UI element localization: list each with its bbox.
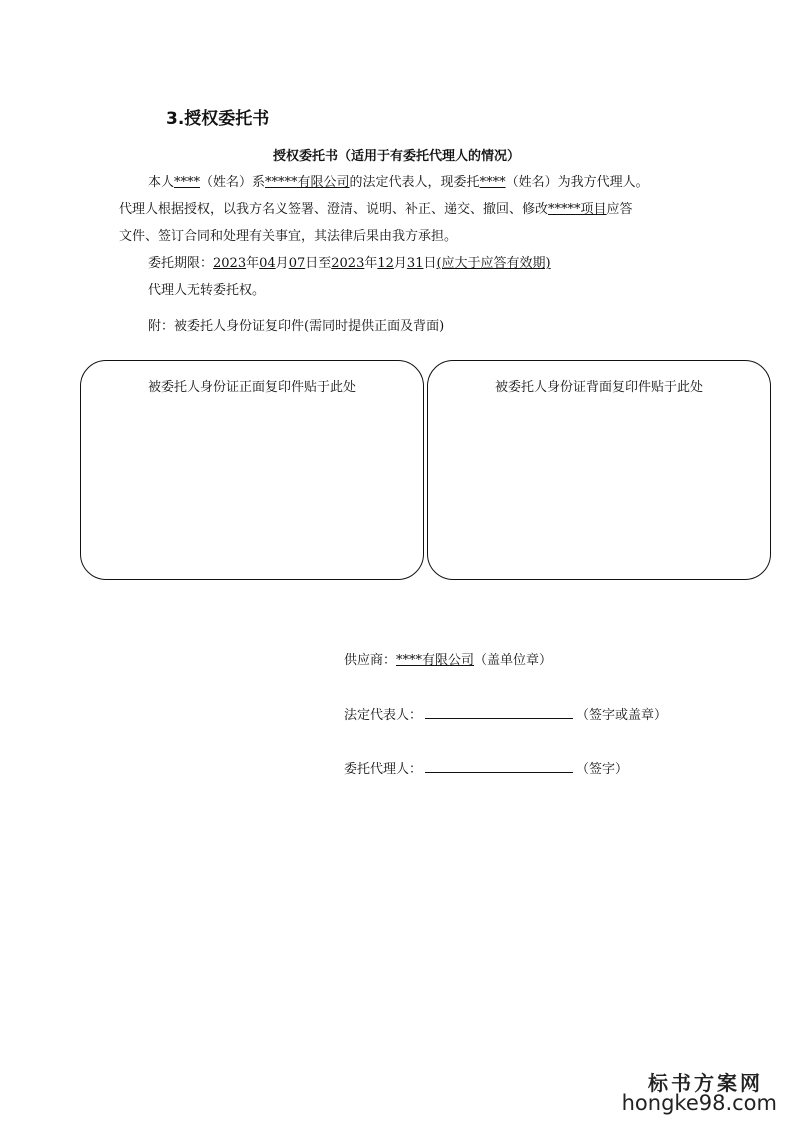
legal-rep-signature-line (425, 705, 573, 719)
supplier-seal-note: （盖单位章） (474, 653, 553, 668)
principal-name: **** (174, 175, 201, 190)
end-day: 31 (406, 256, 424, 271)
text: 代理人根据授权，以我方名义签署、澄清、说明、补正、递交、撤回、修改 (119, 202, 549, 217)
text: 年 (364, 256, 378, 271)
agent-sign-note: （签字） (576, 762, 629, 777)
paragraph-consequence: 文件、签订合同和处理有关事宜，其法律后果由我方承担。 (119, 229, 458, 244)
paragraph-authority (119, 198, 633, 217)
start-year: 2023 (213, 256, 247, 271)
watermark-logo-cn: 标书方案网 (648, 1071, 763, 1095)
start-day: 07 (288, 256, 306, 271)
start-month: 04 (259, 256, 276, 271)
id-front-label: 被委托人身份证正面复印件贴于此处 (147, 380, 356, 395)
text: 日 (423, 256, 437, 271)
text: 的法定代表人，现委托 (349, 175, 480, 190)
agent-name: **** (479, 175, 506, 190)
agent-sign-line (344, 758, 628, 777)
text: 应答 (606, 202, 633, 217)
document-title: 授权委托书（适用于有委托代理人的情况） (272, 149, 520, 164)
id-back-box (427, 360, 771, 580)
period-label: 委托期限： (148, 256, 214, 271)
section-title: 3.授权委托书 (166, 109, 270, 129)
attachment-note: 附：被委托人身份证复印件(需同时提供正面及背面) (148, 319, 445, 334)
no-sub-delegation: 代理人无转委托权。 (148, 283, 266, 298)
supplier-label: 供应商： (344, 653, 397, 668)
legal-rep-label: 法定代表人： (344, 708, 423, 723)
watermark-logo-url: hongke98.com (621, 1091, 777, 1115)
agent-signature-line (425, 759, 573, 773)
id-back-label: 被委托人身份证背面复印件贴于此处 (494, 380, 703, 395)
text: 本人 (148, 175, 175, 190)
text: 月 (393, 256, 407, 271)
text: 日至 (305, 256, 332, 271)
end-month: 12 (377, 256, 394, 271)
legal-rep-line (344, 704, 667, 723)
paragraph-principal (148, 171, 649, 190)
end-year: 2023 (331, 256, 365, 271)
agent-sign-label: 委托代理人： (344, 762, 423, 777)
text: 月 (275, 256, 289, 271)
project-name: *****项目 (548, 202, 607, 217)
text: （姓名）为我方代理人。 (505, 175, 649, 190)
company-name: *****有限公司 (265, 175, 350, 190)
text: 年 (246, 256, 260, 271)
period-note: (应大于应答有效期) (436, 256, 551, 271)
text: （姓名）系 (200, 175, 266, 190)
legal-rep-note: （签字或盖章） (576, 708, 668, 723)
supplier-line (344, 649, 552, 668)
authorization-period (148, 252, 551, 271)
supplier-name: ****有限公司 (396, 653, 475, 668)
id-front-box (80, 360, 424, 580)
